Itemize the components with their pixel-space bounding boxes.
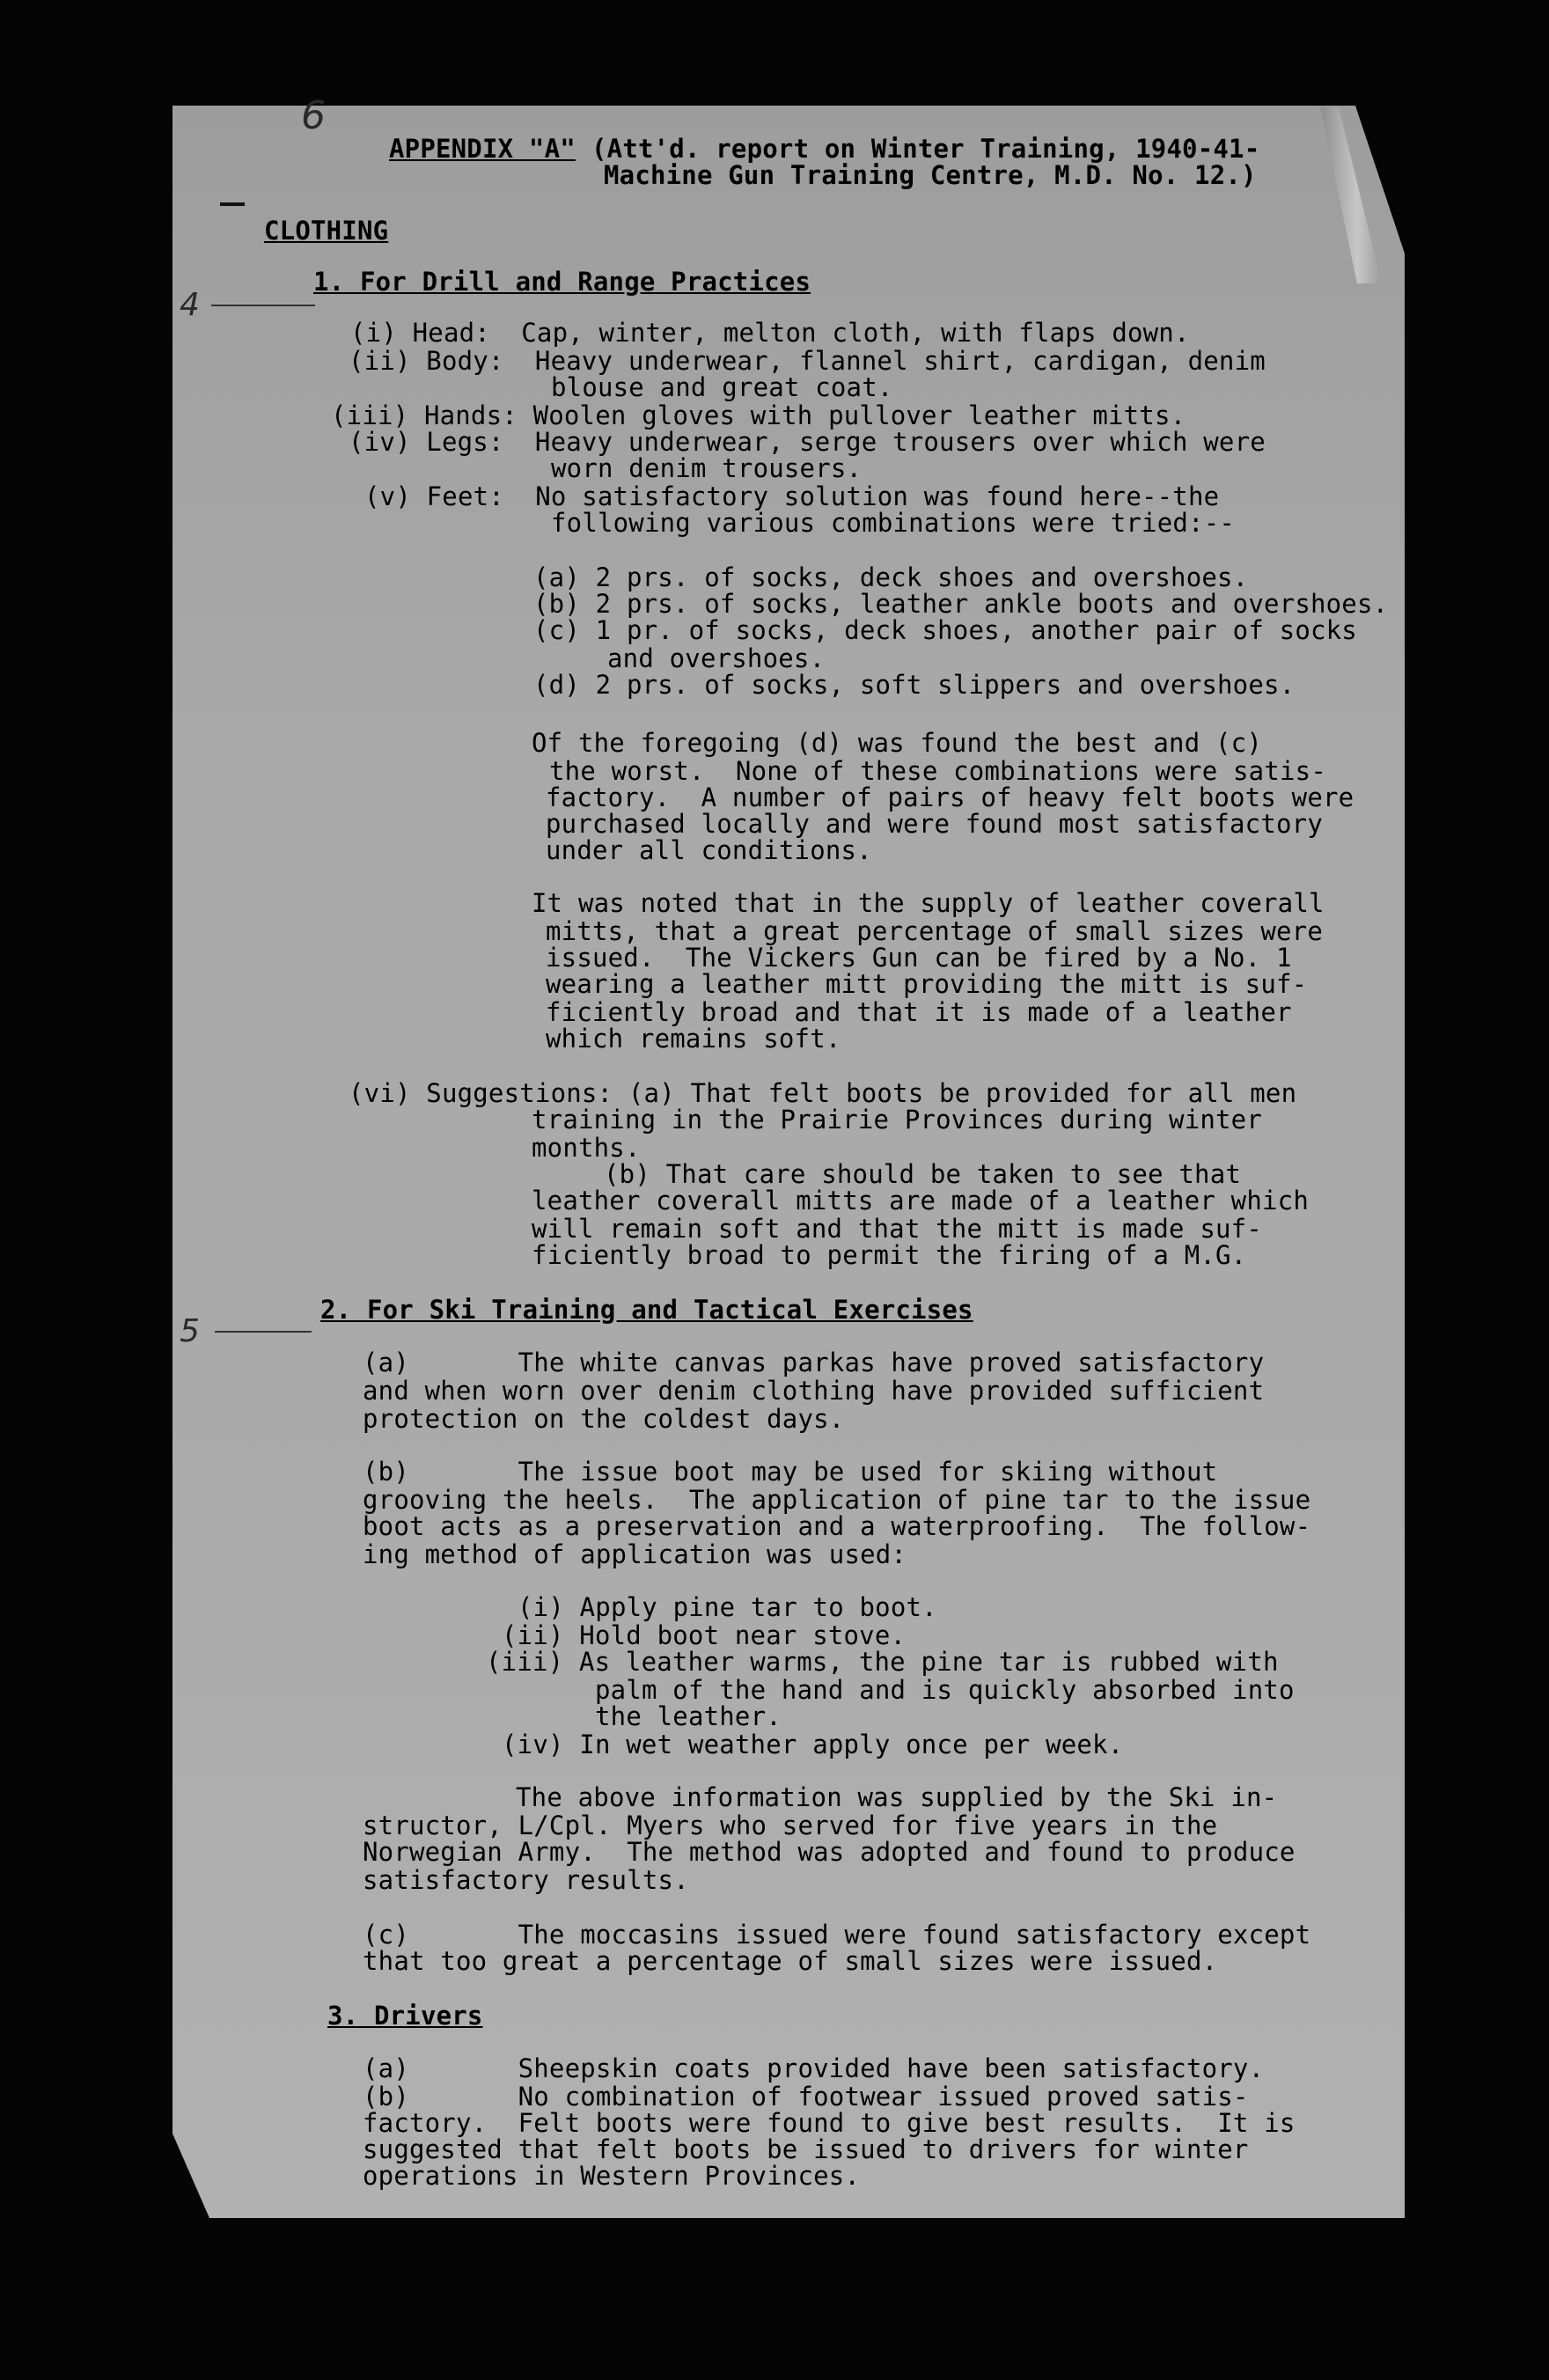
item-body-cont: blouse and great coat.	[551, 372, 893, 402]
suggestions: (vi) Suggestions: (a) That felt boots be provided for all men	[349, 1078, 1297, 1108]
item-feet-cont: following various combinations were tried:--	[551, 508, 1236, 538]
step-3-cont: palm of the hand and is quickly absorbed into	[595, 1675, 1295, 1705]
subsection-heading-2: 2. For Ski Training and Tactical Exercises	[320, 1295, 973, 1325]
paragraph-line: factory. Felt boots were found to give best results. It is	[363, 2108, 1296, 2138]
paragraph-line: (a) Sheepskin coats provided have been satisfactory.	[363, 2053, 1265, 2083]
option-b: (b) 2 prs. of socks, leather ankle boots and overshoes.	[533, 589, 1389, 619]
margin-line-section1	[211, 305, 315, 306]
item-feet: (v) Feet: No satisfactory solution was found here--the	[364, 481, 1220, 511]
paragraph-line: structor, L/Cpl. Myers who served for five years in the	[363, 1811, 1218, 1840]
suggestions-cont: ficiently broad to permit the firing of a M.G.	[532, 1240, 1247, 1270]
item-legs: (iv) Legs: Heavy underwear, serge trousers over which were	[349, 427, 1266, 457]
paragraph-line: which remains soft.	[546, 1024, 841, 1054]
item-legs-cont: worn denim trousers.	[551, 453, 863, 483]
paragraph-line: under all conditions.	[546, 835, 872, 865]
suggestions-cont: training in the Prairie Provinces during winter	[532, 1105, 1262, 1135]
handwritten-mark-top: 6	[301, 93, 326, 138]
suggestions-cont: months.	[532, 1133, 641, 1163]
handwritten-mark-section1: 4	[180, 287, 200, 323]
margin-dash	[220, 202, 245, 206]
option-c-cont: and overshoes.	[607, 643, 826, 673]
paragraph-line: and when worn over denim clothing have provided sufficient	[363, 1376, 1265, 1406]
paragraph-line: ing method of application was used:	[363, 1539, 907, 1569]
item-head: (i) Head: Cap, winter, melton cloth, with flaps down.	[350, 318, 1190, 348]
title-line-2: Machine Gun Training Centre, M.D. No. 12.)	[604, 160, 1257, 190]
paragraph-line: wearing a leather mitt providing the mitt is suf-	[546, 969, 1308, 999]
item-body: (ii) Body: Heavy underwear, flannel shirt, cardigan, denim	[349, 346, 1266, 376]
paragraph-line: factory. A number of pairs of heavy felt boots were	[546, 782, 1354, 812]
paragraph-line: mitts, that a great percentage of small sizes were	[546, 916, 1323, 946]
paragraph-line: issued. The Vickers Gun can be fired by a No. 1	[546, 943, 1292, 973]
step-3-cont: the leather.	[595, 1701, 782, 1731]
paragraph-line: satisfactory results.	[363, 1865, 689, 1895]
item-hands: (iii) Hands: Woolen gloves with pullover leather mitts.	[331, 400, 1186, 430]
margin-line-section2	[215, 1331, 312, 1333]
step-3: (iii) As leather warms, the pine tar is rubbed with	[486, 1647, 1279, 1677]
option-a: (a) 2 prs. of socks, deck shoes and overshoes.	[533, 562, 1249, 592]
step-4: (iv) In wet weather apply once per week.	[502, 1730, 1124, 1759]
subsection-heading-1: 1. For Drill and Range Practices	[313, 267, 811, 297]
paragraph-line: operations in Western Provinces.	[363, 2161, 861, 2191]
paragraph-line: (c) The moccasins issued were found satisfactory except	[363, 1920, 1311, 1950]
paragraph-line: the worst. None of these combinations were satis-	[549, 756, 1326, 786]
paragraph-line: Of the foregoing (d) was found the best and (c)	[532, 728, 1262, 758]
paragraph-line: protection on the coldest days.	[363, 1404, 845, 1434]
option-d: (d) 2 prs. of socks, soft slippers and overshoes.	[533, 670, 1296, 700]
suggestions-cont: (b) That care should be taken to see that	[604, 1159, 1242, 1189]
paragraph-line: (b) The issue boot may be used for skiing without	[363, 1457, 1218, 1487]
paragraph-line: (b) No combination of footwear issued proved satis-	[363, 2082, 1249, 2112]
handwritten-mark-section2: 5	[180, 1313, 200, 1349]
step-1: (i) Apply pine tar to boot.	[518, 1592, 937, 1622]
paragraph-line: grooving the heels. The application of pine tar to the issue	[363, 1485, 1311, 1515]
suggestions-cont: will remain soft and that the mitt is made suf-	[532, 1214, 1262, 1244]
paragraph-line: suggested that felt boots be issued to drivers for winter	[363, 2134, 1249, 2164]
subsection-heading-3: 3. Drivers	[327, 2001, 483, 2031]
suggestions-cont: leather coverall mitts are made of a leather which	[532, 1186, 1309, 1216]
paragraph-line: ficiently broad and that it is made of a leather	[546, 997, 1292, 1027]
step-2: (ii) Hold boot near stove.	[502, 1620, 907, 1650]
paragraph-line: (a) The white canvas parkas have proved satisfactory	[363, 1348, 1265, 1377]
section-heading: CLOTHING	[264, 216, 389, 246]
option-c: (c) 1 pr. of socks, deck shoes, another pair of socks	[533, 615, 1357, 645]
paragraph-line: It was noted that in the supply of leather coverall	[532, 888, 1325, 918]
title-line-1: (Att'd. report on Winter Training, 1940-41-	[591, 134, 1260, 164]
paragraph-line: purchased locally and were found most satisfactory	[546, 809, 1323, 839]
paragraph-line: that too great a percentage of small sizes were issued.	[363, 1946, 1218, 1976]
paragraph-line: Norwegian Army. The method was adopted and found to produce	[363, 1837, 1296, 1867]
paragraph-line: boot acts as a preservation and a waterproofing. The follow-	[363, 1511, 1311, 1541]
appendix-label: APPENDIX "A"	[389, 134, 576, 164]
paragraph-line: The above information was supplied by the Ski in-	[516, 1782, 1278, 1812]
